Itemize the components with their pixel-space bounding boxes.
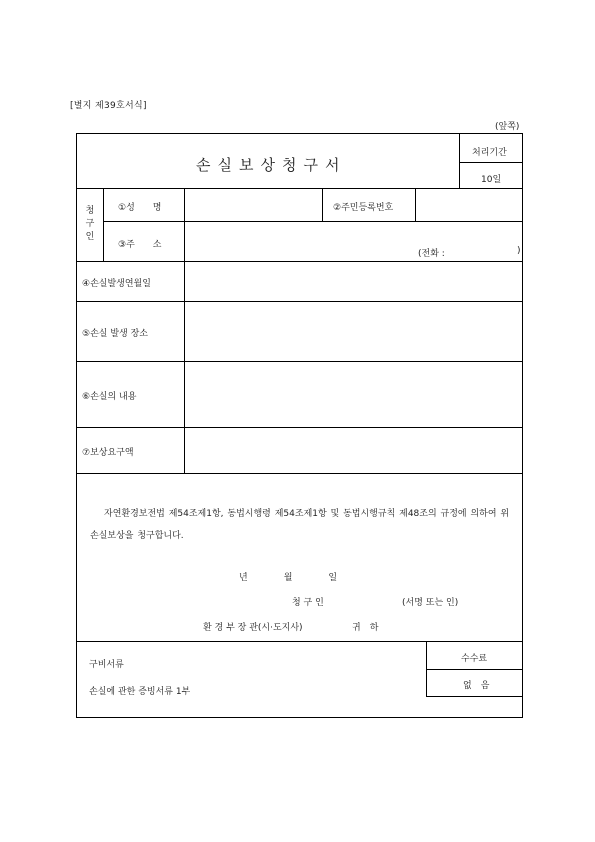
statement-text: 자연환경보전법 제54조제1항, 동법시행령 제54조제1항 및 동법시행규칙 제48조의 규정에 의하여 위 손실보상을 청구합니다. [90, 509, 510, 541]
divider-label-col [184, 188, 185, 473]
required-docs-item: 손실에 관한 증빙서류 1부 [89, 687, 191, 697]
signature-note: (서명 또는 인) [402, 598, 459, 608]
processing-period-value: 10일 [481, 175, 502, 185]
divider-field-6 [77, 427, 522, 428]
claimant-group-label: 청구인 [85, 206, 95, 242]
form-reference: [별지 제39호서식] [70, 101, 147, 111]
divider-fee-col [426, 641, 427, 696]
divider-group-col [103, 188, 104, 261]
divider-fee [426, 669, 522, 670]
form-title: 손실보상청구서 [196, 156, 347, 174]
resident-id-label: ②주민등록번호 [333, 203, 394, 213]
name-label: ①성 명 [118, 203, 162, 213]
claimant-sign-label: 청 구 인 [292, 598, 324, 608]
phone-close: ) [517, 246, 521, 256]
phone-label: (전화 : [418, 249, 445, 259]
divider-title [77, 188, 522, 189]
divider-field-7 [77, 473, 522, 474]
date-line: 년 월 일 [239, 573, 338, 583]
divider-id-col-right [415, 188, 416, 221]
divider-processing-col [459, 134, 460, 188]
divider-field-4 [77, 301, 522, 302]
loss-location-label: ⑤손실 발생 장소 [82, 329, 148, 339]
divider-processing [459, 162, 522, 163]
processing-period-label: 처리기간 [472, 148, 507, 158]
divider-id-col-left [322, 188, 323, 221]
required-docs-label: 구비서류 [89, 660, 124, 670]
fee-label: 수수료 [461, 654, 488, 664]
addressee: 환 경 부 장 관(시·도지사) [203, 623, 303, 633]
divider-claimant [77, 261, 522, 262]
divider-fee-bottom [426, 696, 522, 697]
loss-content-label: ⑥손실의 내용 [82, 392, 137, 402]
compensation-amount-label: ⑦보상요구액 [82, 448, 134, 458]
divider-field-5 [77, 361, 522, 362]
fee-value: 없 음 [463, 681, 490, 691]
loss-date-label: ④손실발생연월일 [82, 279, 151, 289]
divider-name-row [103, 221, 522, 222]
honorific: 귀 하 [352, 623, 379, 633]
page-side-label: (앞쪽) [495, 122, 520, 132]
claim-form [76, 133, 523, 718]
divider-statement [77, 641, 522, 642]
address-label: ③주 소 [118, 240, 162, 250]
